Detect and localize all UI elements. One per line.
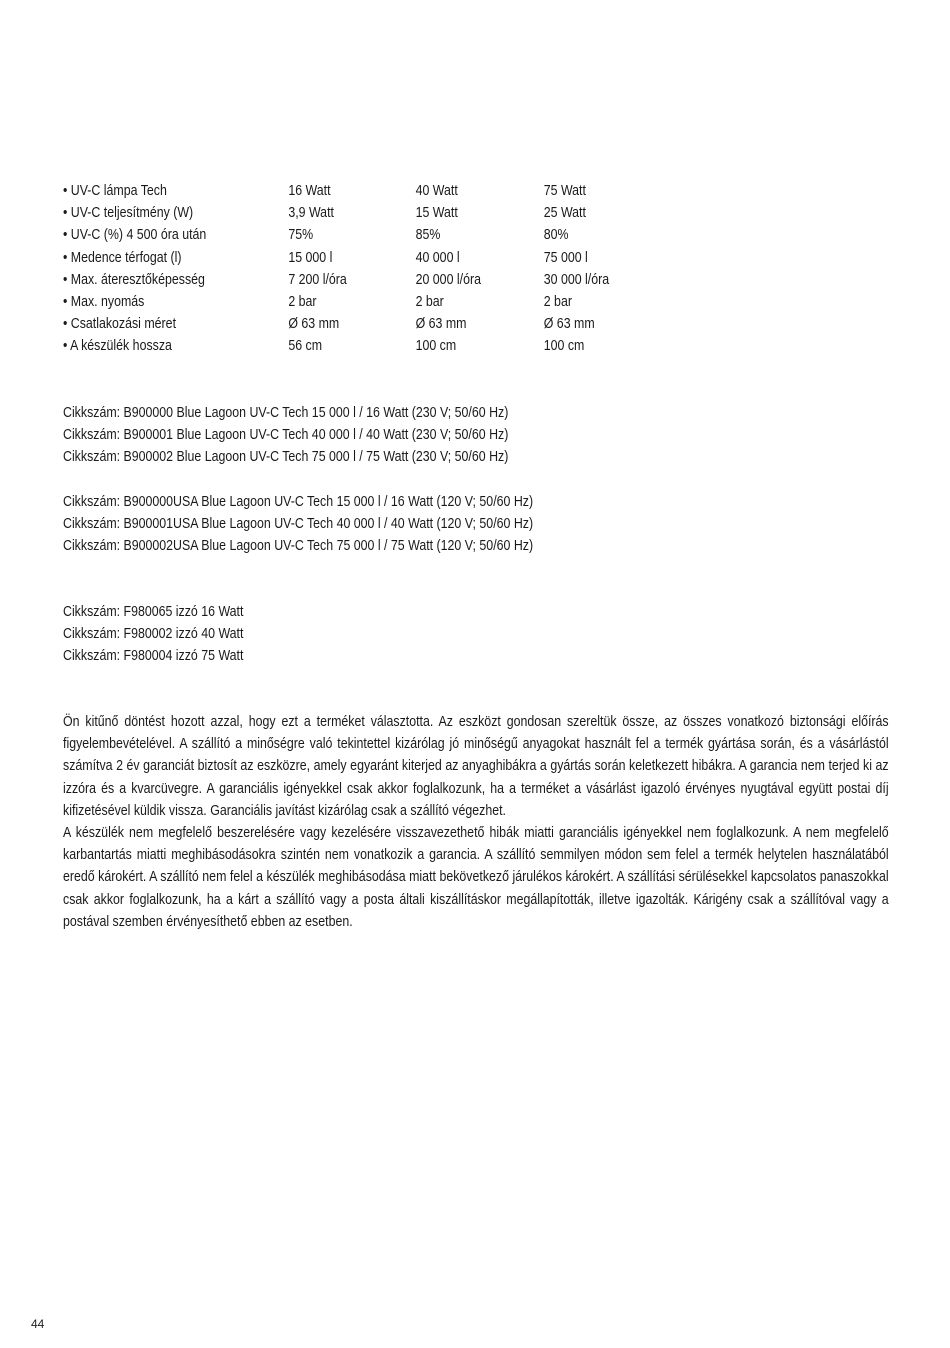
article-numbers-230v [63, 402, 508, 469]
spec-value: 15 000 l [288, 249, 333, 266]
spec-value: Ø 63 mm [543, 316, 595, 333]
spec-label: • Csatlakozási méret [63, 316, 177, 333]
spec-value: 30 000 l/óra [543, 271, 610, 288]
article-number-line: Cikkszám: F980002 izzó 40 Watt [63, 626, 244, 643]
spec-value: 15 Watt [415, 205, 458, 222]
article-number-line: Cikkszám: B900002USA Blue Lagoon UV-C Tech 75 000 l / 75 Watt (120 V; 50/60 Hz) [63, 538, 534, 555]
spec-value: 100 cm [415, 338, 457, 355]
spec-label: • Max. nyomás [63, 293, 145, 310]
spec-value: 100 cm [543, 338, 585, 355]
spec-value: 40 000 l [415, 249, 460, 266]
spec-value: 75 Watt [543, 183, 586, 199]
spec-value: Ø 63 mm [415, 316, 467, 333]
spec-label: • Max. áteresztőképesség [63, 271, 205, 288]
article-number-line: Cikkszám: B900001 Blue Lagoon UV-C Tech 40 000 l / 40 Watt (230 V; 50/60 Hz) [63, 427, 509, 444]
spec-value: 3,9 Watt [288, 205, 334, 222]
spec-value: 2 bar [288, 293, 317, 310]
spec-value: Ø 63 mm [288, 316, 340, 333]
page-number: 44 [31, 1317, 45, 1331]
spec-value: 2 bar [543, 293, 572, 310]
warranty-paragraph-1: Ön kitűnő döntést hozott azzal, hogy ezt a terméket választotta. Az eszközt gondosan szereltük össze, az összes vonatkozó biztonsági előírás figyelembevételével. A szállító a minőségre való tekintettel kizárólag jó minőségű anyagokat használt fel a termék gyártása során, és a vásárlástól számítva 2 év garanciát biztosít az eszközre, amely egyaránt kiterjed az anyaghibákra a gyártás során keletkezett hibákra. A garancia nem terjed ki az izzóra és a kvarcüvegre. A garanciális igényekkel csak akkor foglalkozunk, ha a terméket a vásárlást igazoló érvényes nyugtával együtt postai díj kifizetésével küldik vissza. Garanciális javítást kizárólag csak a szállító végezhet. [63, 714, 889, 819]
spec-label: • UV-C lámpa Tech [63, 183, 167, 199]
article-number-line: Cikkszám: F980004 izzó 75 Watt [63, 648, 244, 665]
spec-value: 25 Watt [543, 205, 586, 222]
warranty-paragraph-2: A készülék nem megfelelő beszerelésére vagy kezelésére visszavezethető hibák miatti garanciális igényekkel nem foglalkozunk. A nem megfelelő karbantartás miatti meghibásodásokra szintén nem vonatkozik a garancia. A szállító semmilyen módon sem felel a termék helytelen használatából eredő károkért. A szállító nem felel a készülék meghibásodása miatt bekövetkező járulékos károkért. A szállítási sérülésekkel kapcsolatos panaszokkal csak akkor foglalkozunk, ha a kárt a szállító vagy a posta általi kiszállításkor megállapították, illetve igazolták. Kárigény csak a szállítóval vagy a postával szemben érvényesíthető ebben az esetben. [63, 825, 889, 930]
spec-value: 7 200 l/óra [288, 271, 347, 288]
spec-value: 56 cm [288, 338, 323, 355]
article-number-line: Cikkszám: B900000 Blue Lagoon UV-C Tech 15 000 l / 16 Watt (230 V; 50/60 Hz) [63, 405, 509, 421]
spec-label: • Medence térfogat (l) [63, 249, 182, 266]
spec-label: • A készülék hossza [63, 338, 172, 355]
spec-label: • UV-C (%) 4 500 óra után [63, 227, 207, 244]
spec-value: 75 000 l [543, 249, 588, 266]
article-numbers-bulbs [63, 601, 243, 668]
spec-value: 2 bar [415, 293, 444, 310]
warranty-text [63, 711, 889, 933]
spec-value: 40 Watt [415, 183, 458, 199]
article-number-line: Cikkszám: F980065 izzó 16 Watt [63, 604, 244, 620]
article-number-line: Cikkszám: B900002 Blue Lagoon UV-C Tech 75 000 l / 75 Watt (230 V; 50/60 Hz) [63, 449, 509, 466]
article-numbers-120v [63, 491, 533, 558]
article-number-line: Cikkszám: B900001USA Blue Lagoon UV-C Tech 40 000 l / 40 Watt (120 V; 50/60 Hz) [63, 516, 534, 533]
article-number-line: Cikkszám: B900000USA Blue Lagoon UV-C Tech 15 000 l / 16 Watt (120 V; 50/60 Hz) [63, 494, 534, 510]
spec-value: 20 000 l/óra [415, 271, 481, 288]
spec-value: 75% [288, 227, 314, 244]
spec-value: 80% [543, 227, 569, 244]
spec-value: 16 Watt [288, 183, 331, 199]
spec-label: • UV-C teljesítmény (W) [63, 205, 194, 222]
spec-value: 85% [415, 227, 441, 244]
